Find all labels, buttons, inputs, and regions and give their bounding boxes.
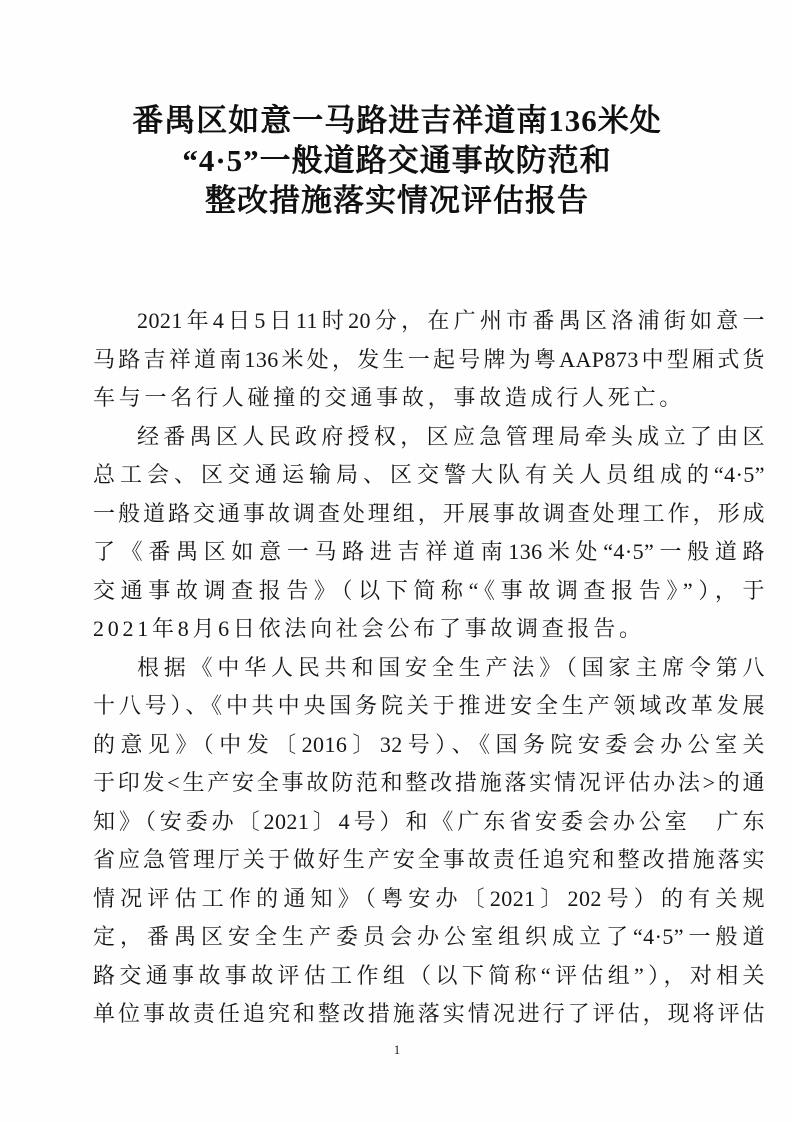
- title-line: 番禺区如意一马路进吉祥道南136米处: [132, 103, 662, 138]
- body-line: 根据《中华人民共和国安全生产法》（国家主席令第八: [137, 654, 765, 680]
- body-line: 总工会、区交通运输局、区交警大队有关人员组成的“4·5”: [93, 462, 765, 487]
- body-line: 定，番禺区安全生产委员会办公室组织成立了“4·5”一般道: [93, 924, 765, 949]
- report-body: [93, 302, 765, 1034]
- title-line: 整改措施落实情况评估报告: [205, 183, 589, 218]
- body-line: 了《番禺区如意一马路进吉祥道南136米处“4·5”一般道路: [93, 539, 765, 564]
- page-number: 1: [393, 1042, 401, 1057]
- body-line: 交通事故调查报告》（以下简称“《事故调查报告》”），于: [93, 577, 765, 603]
- body-line: 省应急管理厅关于做好生产安全事故责任追究和整改措施落实: [93, 847, 765, 872]
- body-line: 2021年4日5日11时20分，在广州市番禺区洛浦街如意一: [137, 308, 765, 333]
- body-line: 马路吉祥道南136米处，发生一起号牌为粤AAP873中型厢式货: [93, 346, 765, 372]
- paragraph: [93, 418, 765, 649]
- body-line: 情况评估工作的通知》（粤安办〔2021〕202号）的有关规: [93, 885, 765, 911]
- title-line: “4·5”一般道路交通事故防范和: [182, 143, 612, 178]
- body-line: 经番禺区人民政府授权，区应急管理局牵头成立了由区: [137, 423, 765, 449]
- body-line: 车与一名行人碰撞的交通事故，事故造成行人死亡。: [93, 385, 686, 410]
- report-title: [0, 0, 794, 221]
- body-line: 于印发<生产安全事故防范和整改措施落实情况评估办法>的通: [93, 770, 765, 795]
- body-line: 知》（安委办〔2021〕4号）和《广东省安委会办公室 广东: [93, 808, 765, 834]
- body-line: 单位事故责任追究和整改措施落实情况进行了评估，现将评估: [93, 1001, 765, 1026]
- body-line: 路交通事故事故评估工作组（以下简称“评估组”），对相关: [93, 962, 765, 988]
- paragraph: [93, 302, 765, 418]
- paragraph: [93, 649, 765, 1034]
- body-line: 2021年8月6日依法向社会公布了事故调查报告。: [93, 616, 645, 641]
- body-line: 一般道路交通事故调查处理组，开展事故调查处理工作，形成: [93, 500, 765, 526]
- body-line: 十八号）、《中共中央国务院关于推进安全生产领域改革发展: [93, 693, 765, 718]
- body-line: 的意见》（中发〔2016〕32号）、《国务院安委会办公室关: [93, 731, 765, 757]
